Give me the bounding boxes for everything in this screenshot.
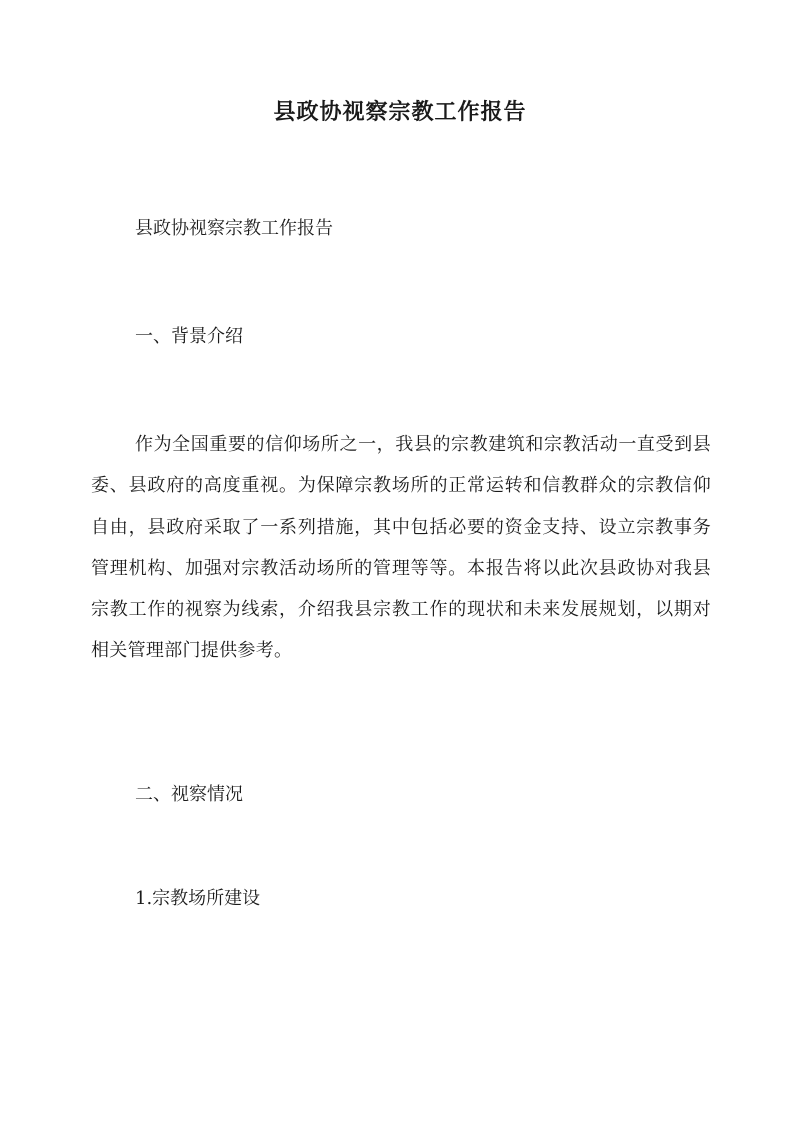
section-heading-background: 一、背景介绍: [135, 326, 243, 347]
section-heading-inspection: 二、视察情况: [135, 784, 243, 805]
subsection-heading-religious-sites: 1.宗教场所建设: [135, 888, 261, 909]
document-subtitle: 县政协视察宗教工作报告: [135, 218, 333, 239]
background-paragraph: 作为全国重要的信仰场所之一，我县的宗教建筑和宗教活动一直受到县委、县政府的高度重视。为保障宗教场所的正常运转和信教群众的宗教信仰自由，县政府采取了一系列措施，其中包括必要的资金支持、设立宗教事务管理机构、加强对宗教活动场所的管理等等。本报告将以此次县政协对我县宗教工作的视察为线索，介绍我县宗教工作的现状和未来发展规划，以期对相关管理部门提供参考。: [91, 434, 711, 662]
document-title: 县政协视察宗教工作报告: [273, 99, 527, 125]
